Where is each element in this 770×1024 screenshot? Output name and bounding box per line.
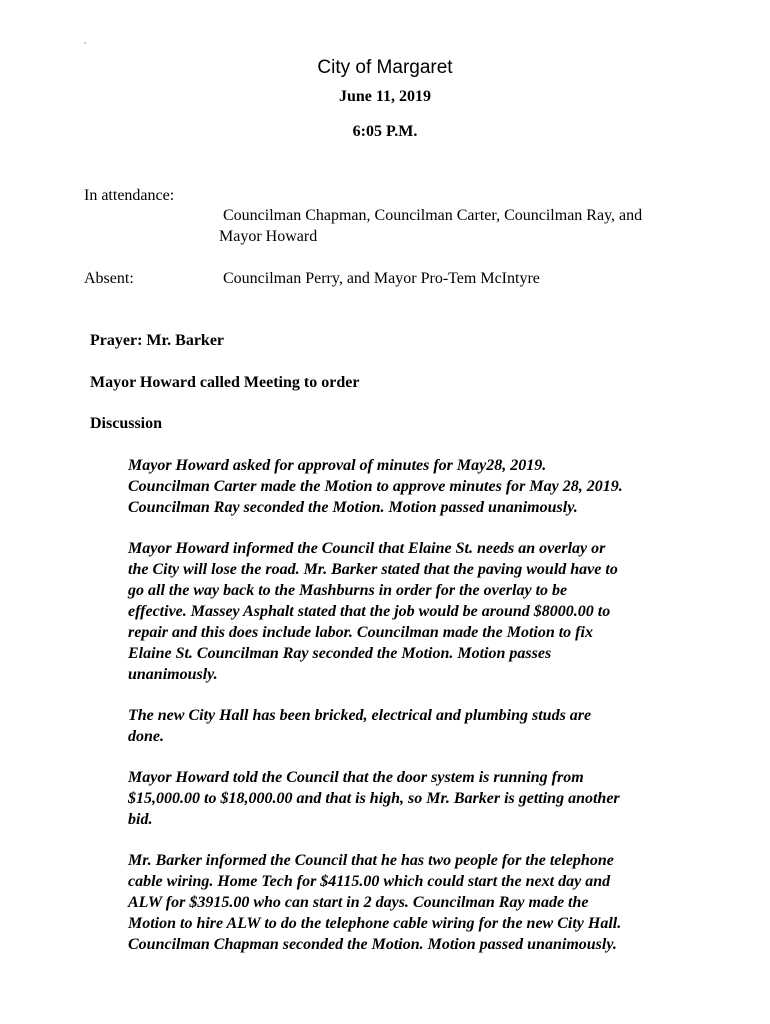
discussion-item-city-hall xyxy=(128,705,696,747)
paragraph-line: unanimously. xyxy=(128,666,218,683)
paragraph-line: Mayor Howard informed the Council that Elaine St. needs an overlay or xyxy=(128,540,606,557)
discussion-item-telephone-wiring xyxy=(128,850,696,955)
paragraph-line: Mr. Barker informed the Council that he has two people for the telephone xyxy=(128,852,614,869)
meeting-date: June 11, 2019 xyxy=(338,88,431,105)
paragraph-line: Motion to hire ALW to do the telephone cable wiring for the new City Hall. xyxy=(128,915,622,932)
paragraph-line: Mayor Howard told the Council that the door system is running from xyxy=(128,769,584,786)
attendance-list xyxy=(219,205,699,247)
scan-speck xyxy=(84,42,86,44)
attendance-label: In attendance: xyxy=(84,187,175,204)
paragraph-line: Councilman Carter made the Motion to approve minutes for May 28, 2019. xyxy=(128,478,623,495)
paragraph-line: the City will lose the road. Mr. Barker stated that the paving would have to xyxy=(128,561,618,578)
paragraph-line: go all the way back to the Mashburns in order for the overlay to be xyxy=(128,582,568,599)
paragraph-line: repair and this does include labor. Councilman made the Motion to fix xyxy=(128,624,593,641)
discussion-item-elaine-st xyxy=(128,538,696,685)
paragraph-line: Councilman Chapman seconded the Motion. Motion passed unanimously. xyxy=(128,936,617,953)
paragraph-line: ALW for $3915.00 who can start in 2 days. Councilman Ray made the xyxy=(128,894,589,911)
paragraph-line: $15,000.00 to $18,000.00 and that is high, so Mr. Barker is getting another xyxy=(128,790,620,807)
document-title: City of Margaret xyxy=(317,57,453,78)
attendance-line: Councilman Chapman, Councilman Carter, Councilman Ray, and xyxy=(223,207,643,224)
paragraph-line: effective. Massey Asphalt stated that the job would be around $8000.00 to xyxy=(128,603,611,620)
discussion-item-door-system xyxy=(128,767,696,830)
paragraph-line: Councilman Ray seconded the Motion. Motion passed unanimously. xyxy=(128,499,578,516)
meeting-time: 6:05 P.M. xyxy=(352,123,418,140)
discussion-item-minutes xyxy=(128,455,696,518)
absent-list: Councilman Perry, and Mayor Pro-Tem McIntyre xyxy=(223,270,540,287)
paragraph-line: Elaine St. Councilman Ray seconded the Motion. Motion passes xyxy=(128,645,552,662)
paragraph-line: cable wiring. Home Tech for $4115.00 which could start the next day and xyxy=(128,873,611,890)
paragraph-line: done. xyxy=(128,728,164,745)
paragraph-line: bid. xyxy=(128,811,153,828)
call-to-order-heading: Mayor Howard called Meeting to order xyxy=(90,374,360,391)
paragraph-line: Mayor Howard asked for approval of minutes for May28, 2019. xyxy=(128,457,547,474)
absent-label: Absent: xyxy=(84,270,134,287)
discussion-heading: Discussion xyxy=(90,415,163,432)
paragraph-line: The new City Hall has been bricked, electrical and plumbing studs are xyxy=(128,707,592,724)
attendance-line: Mayor Howard xyxy=(219,228,318,245)
prayer-heading: Prayer: Mr. Barker xyxy=(90,332,225,349)
